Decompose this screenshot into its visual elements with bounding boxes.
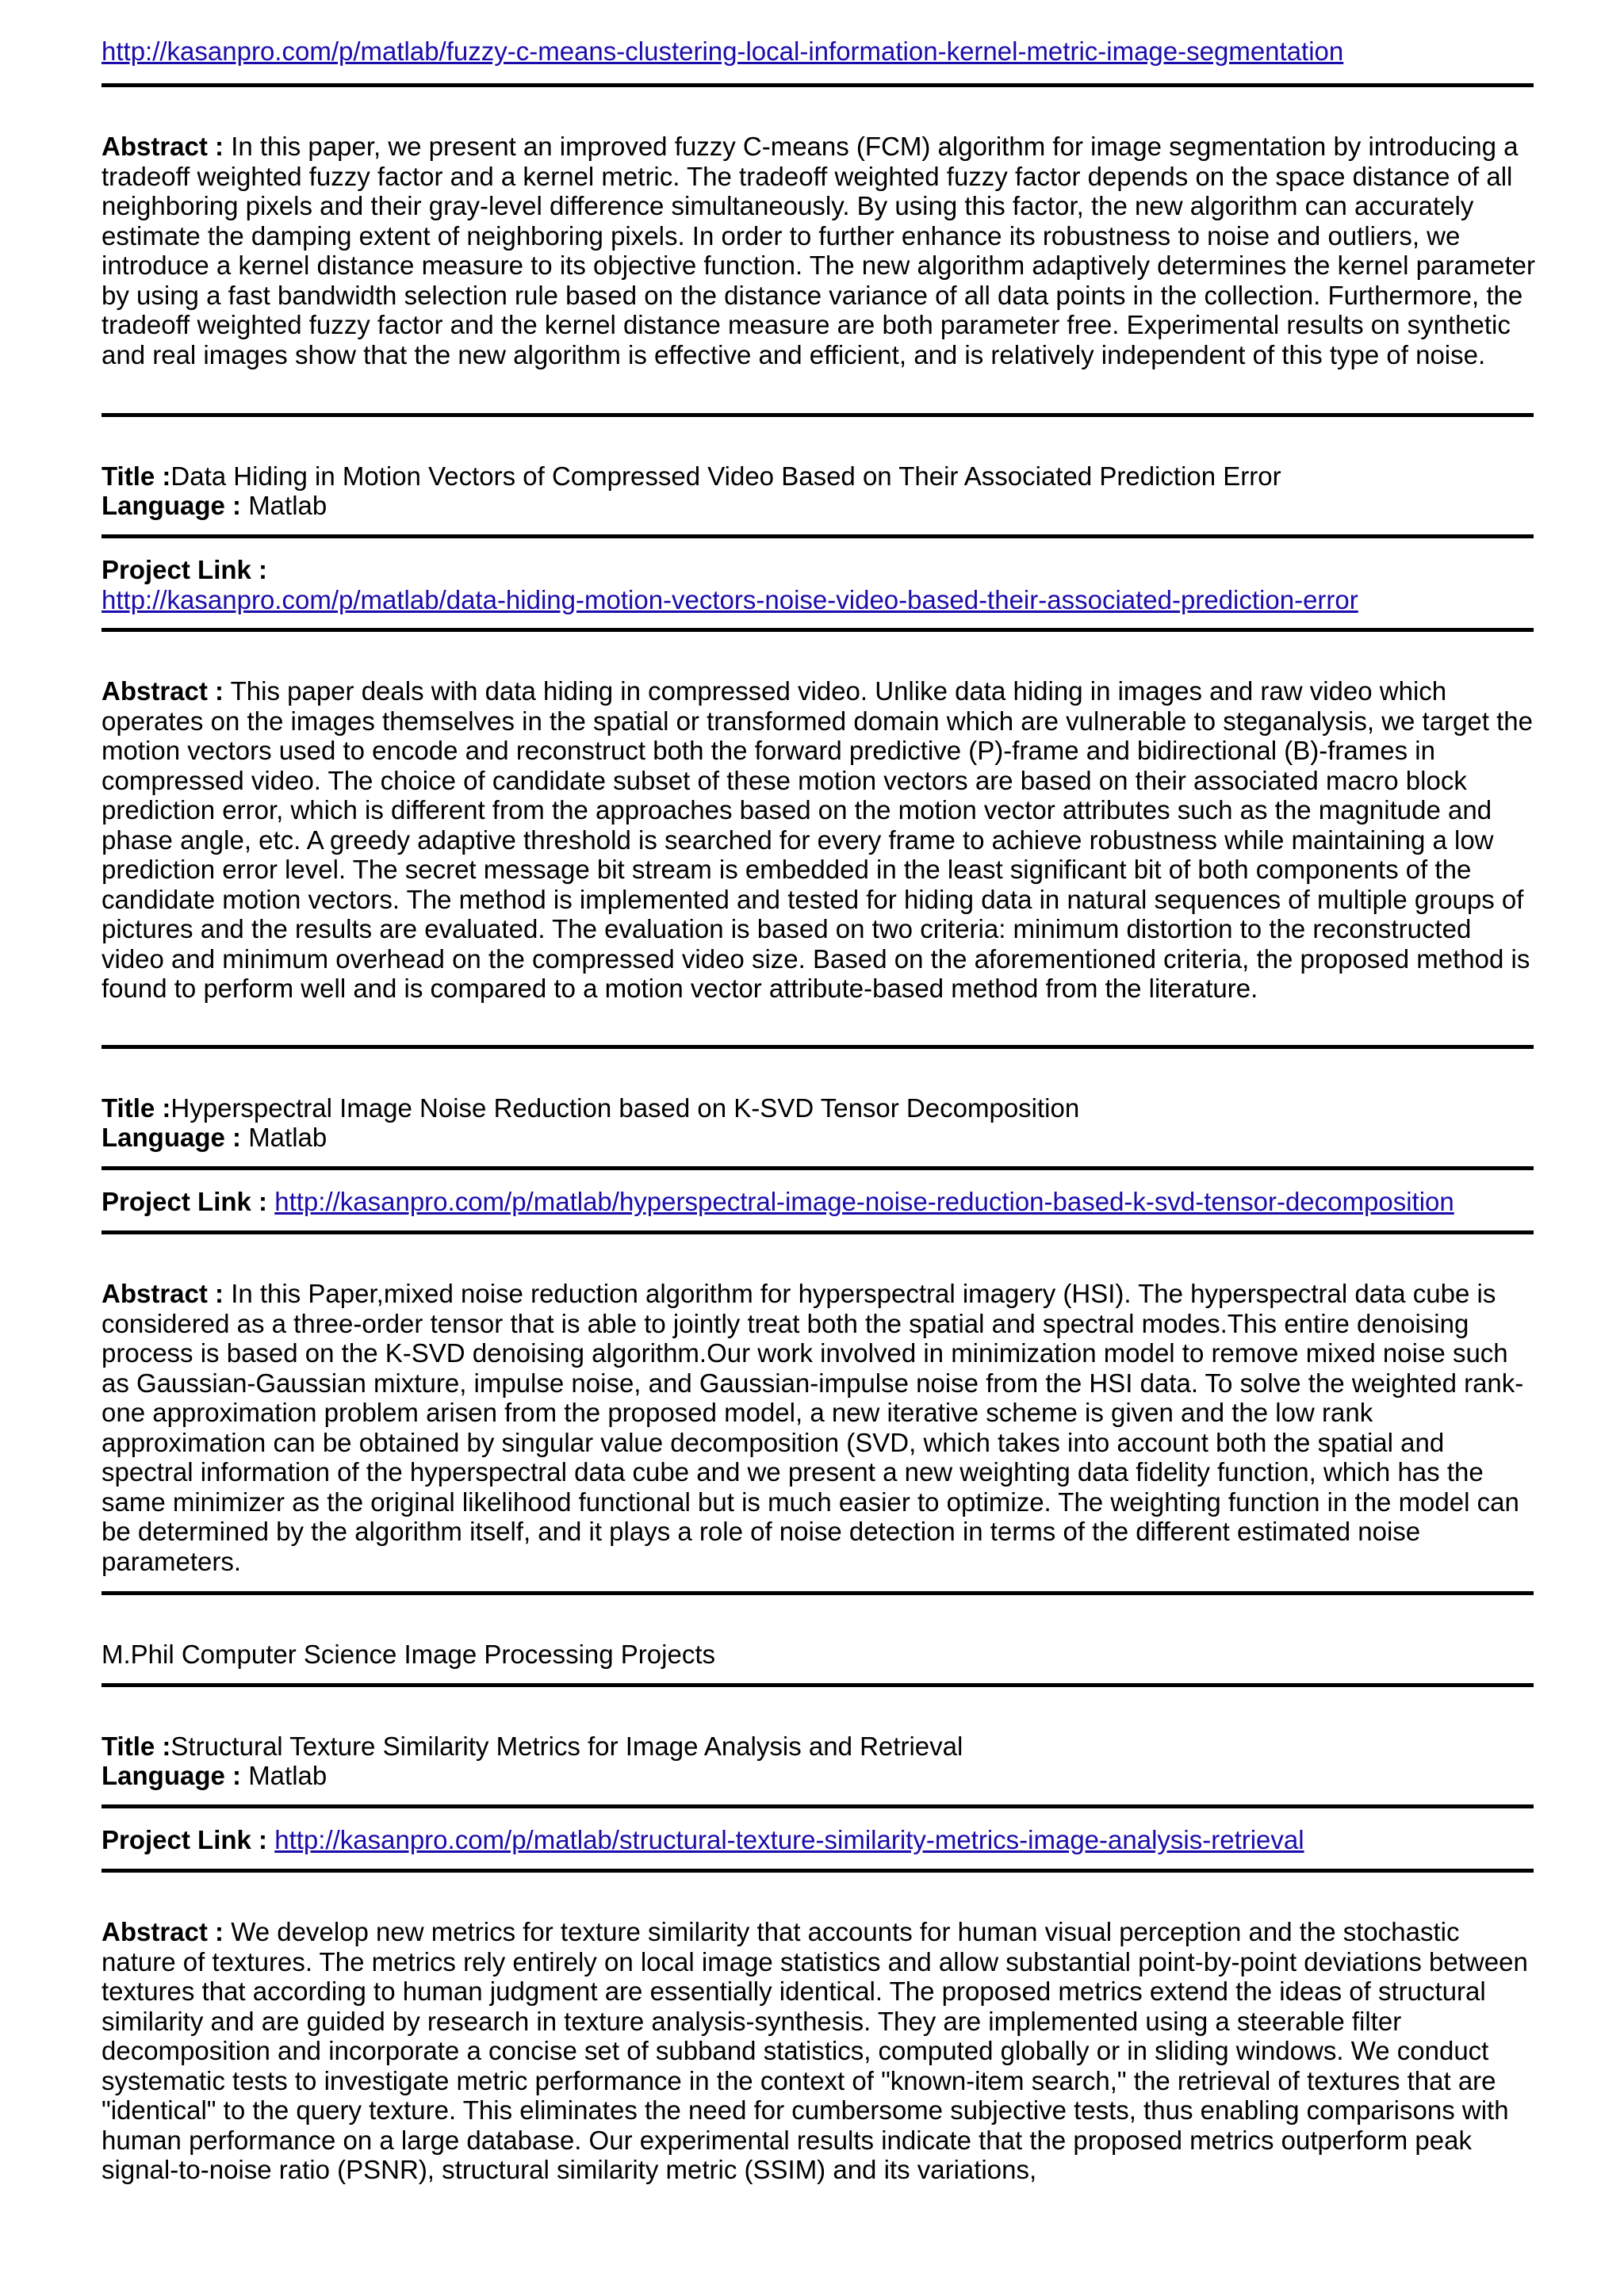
language-label: Language : — [102, 1761, 242, 1790]
abstract-label: Abstract : — [102, 1917, 224, 1946]
divider — [102, 413, 1534, 417]
abstract-text: This paper deals with data hiding in compressed video. Unlike data hiding in images and raw video which operates on the images themselves in the spatial or transformed domain which are vulnerable to steganalysis, we target the motion vectors used to encode and reconstruct both the forward predictive (P)-frame and bidirectional (B)-frames in compressed video. The choice of candidate subset of these motion vectors are based on their associated macro block prediction error, which is different from the approaches based on the motion vector attributes such as the magnitude and phase angle, etc. A greedy adaptive threshold is searched for every frame to achieve robustness while maintaining a low prediction error level. The secret message bit stream is embedded in the least significant bit of both components of the candidate motion vectors. The method is implemented and tested for hiding data in natural sequences of multiple groups of pictures and the results are evaluated. The evaluation is based on two criteria: minimum distortion to the reconstructed video and minimum overhead on the compressed video size. Based on the aforementioned criteria, the proposed method is found to perform well and is compared to a motion vector attribute-based method from the literature. — [102, 676, 1533, 1003]
project-2-link-block — [102, 555, 1537, 614]
divider — [102, 83, 1534, 87]
project-link[interactable]: http://kasanpro.com/p/matlab/hyperspectral-image-noise-reduction-based-k-svd-tensor-decomposition — [274, 1187, 1454, 1216]
divider — [102, 1869, 1534, 1873]
top-project-link[interactable]: http://kasanpro.com/p/matlab/fuzzy-c-means-clustering-local-information-kernel-metric-image-segmentation — [102, 36, 1344, 66]
abstract-label: Abstract : — [102, 676, 224, 706]
project-title: Hyperspectral Image Noise Reduction based on K-SVD Tensor Decomposition — [170, 1093, 1080, 1123]
project-title: Structural Texture Similarity Metrics for Image Analysis and Retrieval — [170, 1732, 963, 1761]
abstract-1 — [102, 132, 1537, 369]
project-4-title-line — [102, 1732, 1537, 1762]
title-label: Title : — [102, 461, 171, 491]
divider — [102, 1683, 1534, 1687]
divider — [102, 1591, 1534, 1595]
abstract-2 — [102, 676, 1537, 1004]
project-link-label: Project Link : — [102, 555, 268, 584]
project-language: Matlab — [248, 1761, 327, 1790]
abstract-4 — [102, 1917, 1537, 2185]
project-3-link-line — [102, 1187, 1537, 1217]
project-title: Data Hiding in Motion Vectors of Compressed Video Based on Their Associated Prediction Error — [170, 461, 1281, 491]
abstract-3 — [102, 1279, 1537, 1576]
divider — [102, 534, 1534, 538]
project-2-language-line — [102, 491, 1537, 521]
abstract-text: In this Paper,mixed noise reduction algorithm for hyperspectral imagery (HSI). The hyperspectral data cube is considered as a three-order tensor that is able to jointly treat both the spatial and spectral modes.This entire denoising process is based on the K-SVD denoising algorithm.Our work involved in minimization model to remove mixed noise such as Gaussian-Gaussian mixture, impulse noise, and Gaussian-impulse noise from the HSI data. To solve the weighted rank-one approximation problem arisen from the proposed model, a new iterative scheme is given and the low rank approximation can be obtained by singular value decomposition (SVD, which takes into account both the spatial and spectral information of the hyperspectral data cube and we present a new weighting data fidelity function, which has the same minimizer as the original likelihood functional but is much easier to optimize. The weighting function in the model can be determined by the algorithm itself, and it plays a role of noise detection in terms of the different estimated noise parameters. — [102, 1279, 1524, 1576]
section-heading: M.Phil Computer Science Image Processing Projects — [102, 1640, 715, 1669]
project-language: Matlab — [248, 1123, 327, 1152]
title-label: Title : — [102, 1732, 171, 1761]
divider — [102, 1804, 1534, 1808]
abstract-text: In this paper, we present an improved fuzzy C-means (FCM) algorithm for image segmentation by introducing a tradeoff weighted fuzzy factor and a kernel metric. The tradeoff weighted fuzzy factor depends on the space distance of all neighboring pixels and their gray-level difference simultaneously. By using this factor, the new algorithm can accurately estimate the damping extent of neighboring pixels. In order to further enhance its robustness to noise and outliers, we introduce a kernel distance measure to its objective function. The new algorithm adaptively determines the kernel parameter by using a fast bandwidth selection rule based on the distance variance of all data points in the collection. Furthermore, the tradeoff weighted fuzzy factor and the kernel distance measure are both parameter free. Experimental results on synthetic and real images show that the new algorithm is effective and efficient, and is relatively independent of this type of noise. — [102, 132, 1536, 369]
project-3-title-line — [102, 1093, 1537, 1123]
top-project-link-line — [102, 36, 1537, 67]
abstract-label: Abstract : — [102, 132, 224, 161]
project-link[interactable]: http://kasanpro.com/p/matlab/structural-texture-similarity-metrics-image-analysis-retrieval — [274, 1825, 1304, 1854]
project-link-label: Project Link : — [102, 1187, 268, 1216]
project-4-link-line — [102, 1825, 1537, 1855]
project-link[interactable]: http://kasanpro.com/p/matlab/data-hiding-motion-vectors-noise-video-based-their-associated-prediction-error — [102, 584, 1358, 614]
divider — [102, 628, 1534, 632]
divider — [102, 1230, 1534, 1234]
divider — [102, 1045, 1534, 1049]
project-3-language-line — [102, 1123, 1537, 1153]
project-link-label: Project Link : — [102, 1825, 268, 1854]
project-language: Matlab — [248, 491, 327, 520]
project-2-title-line — [102, 461, 1537, 492]
language-label: Language : — [102, 1123, 242, 1152]
project-4-language-line — [102, 1761, 1537, 1791]
abstract-text: We develop new metrics for texture similarity that accounts for human visual perception and the stochastic nature of textures. The metrics rely entirely on local image statistics and allow substantial point-by-point deviations between textures that according to human judgment are essentially identical. The proposed metrics extend the ideas of structural similarity and are guided by research in texture analysis-synthesis. They are implemented using a steerable filter decomposition and incorporate a concise set of subband statistics, computed globally or in sliding windows. We conduct systematic tests to investigate metric performance in the context of "known-item search," the retrieval of textures that are "identical" to the query texture. This eliminates the need for cumbersome subjective tests, thus enabling comparisons with human performance on a large database. Our experimental results indicate that the proposed metrics outperform peak signal-to-noise ratio (PSNR), structural similarity metric (SSIM) and its variations, — [102, 1917, 1528, 2184]
abstract-label: Abstract : — [102, 1279, 224, 1308]
divider — [102, 1166, 1534, 1170]
language-label: Language : — [102, 491, 242, 520]
title-label: Title : — [102, 1093, 171, 1123]
